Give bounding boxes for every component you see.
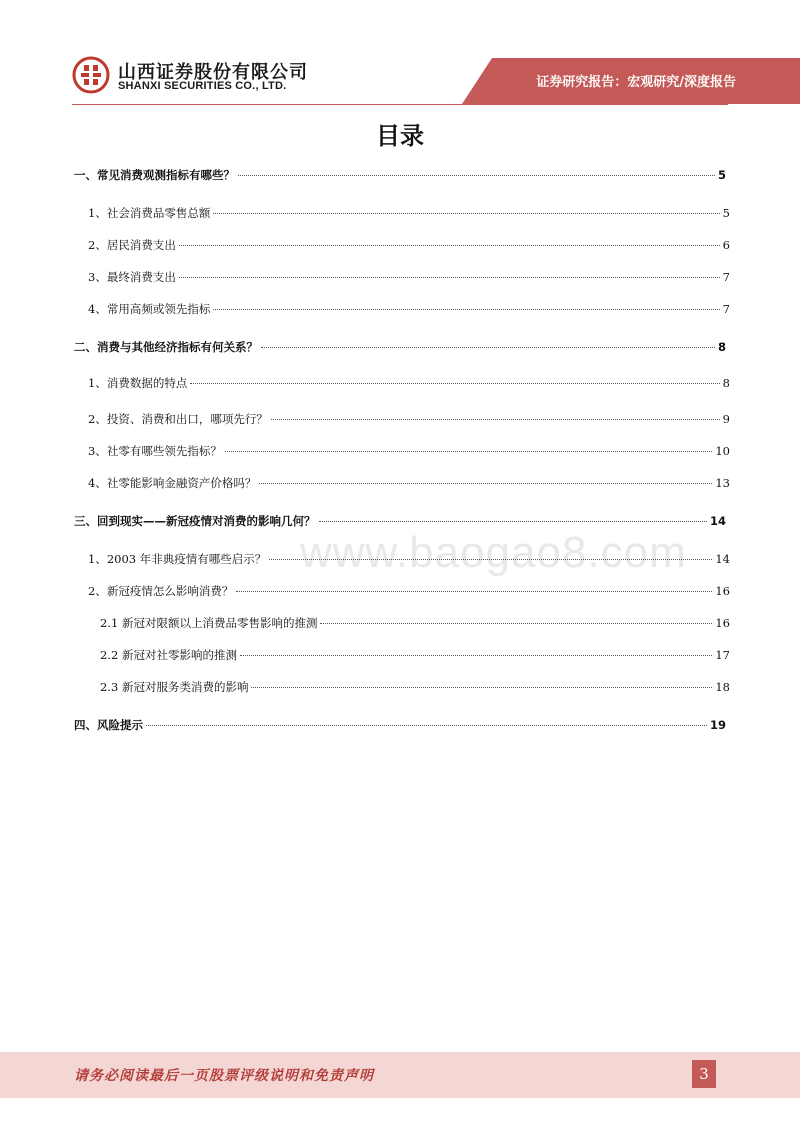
toc-entry[interactable] <box>88 410 730 428</box>
toc-entry-label: 2.3 新冠对服务类消费的影响 <box>100 680 249 694</box>
toc-leader-dots <box>261 347 715 348</box>
toc-leader-dots <box>236 591 712 592</box>
toc-leader-dots <box>225 451 713 452</box>
toc-entry-label: 2、投资、消费和出口，哪项先行？ <box>88 412 268 426</box>
toc-entry-label: 二、消费与其他经济指标有何关系？ <box>74 340 258 354</box>
toc-entry[interactable] <box>74 716 726 734</box>
page-title: 目录 <box>376 122 424 150</box>
toc-entry[interactable] <box>88 442 730 460</box>
toc-entry-page: 7 <box>722 302 730 316</box>
page-number: 3 <box>692 1060 716 1088</box>
toc-entry-page: 16 <box>715 616 730 630</box>
toc-leader-dots <box>319 521 707 522</box>
toc-entry-label: 1、社会消费品零售总额 <box>88 206 211 220</box>
toc-leader-dots <box>240 655 712 656</box>
toc-entry[interactable] <box>88 236 730 254</box>
toc-entry[interactable] <box>88 374 730 392</box>
toc-entry-label: 2、居民消费支出 <box>88 238 176 252</box>
toc-entry-page: 8 <box>717 340 726 354</box>
toc-entry-page: 14 <box>715 552 730 566</box>
toc-entry-page: 5 <box>722 206 730 220</box>
toc-entry[interactable] <box>88 300 730 318</box>
toc-entry-page: 19 <box>709 718 726 732</box>
watermark: www.baogao8.com <box>300 528 687 577</box>
toc-entry-label: 4、常用高频或领先指标 <box>88 302 211 316</box>
toc-leader-dots <box>251 687 712 688</box>
toc-entry[interactable] <box>88 474 730 492</box>
toc-leader-dots <box>179 277 720 278</box>
toc-entry[interactable] <box>100 614 730 632</box>
report-type: 证券研究报告：宏观研究/深度报告 <box>536 75 736 90</box>
toc-entry[interactable] <box>88 204 730 222</box>
toc-entry-label: 2.1 新冠对限额以上消费品零售影响的推测 <box>100 616 318 630</box>
toc-entry-label: 4、社零能影响金融资产价格吗？ <box>88 476 257 490</box>
company-name-cn: 山西证券股份有限公司 <box>118 62 308 83</box>
toc-entry[interactable] <box>100 678 730 696</box>
toc-entry-page: 6 <box>722 238 730 252</box>
toc-leader-dots <box>213 309 719 310</box>
toc-leader-dots <box>320 623 712 624</box>
footer-disclaimer: 请务必阅读最后一页股票评级说明和免责声明 <box>74 1068 374 1084</box>
toc-entry[interactable] <box>100 646 730 664</box>
toc-entry-page: 18 <box>715 680 730 694</box>
toc-entry-label: 一、常见消费观测指标有哪些？ <box>74 168 235 182</box>
toc-leader-dots <box>213 213 719 214</box>
toc-entry[interactable] <box>88 550 730 568</box>
company-name-en: SHANXI SECURITIES CO., LTD. <box>118 80 287 92</box>
toc-leader-dots <box>259 483 712 484</box>
toc-entry-page: 16 <box>715 584 730 598</box>
toc-leader-dots <box>190 383 719 384</box>
toc-entry-page: 7 <box>722 270 730 284</box>
toc-entry-page: 10 <box>715 444 730 458</box>
toc-leader-dots <box>146 725 707 726</box>
toc-entry[interactable] <box>88 268 730 286</box>
toc-entry-page: 5 <box>717 168 726 182</box>
toc-leader-dots <box>271 419 720 420</box>
toc-entry-page: 13 <box>715 476 730 490</box>
toc-entry-label: 3、社零有哪些领先指标？ <box>88 444 222 458</box>
toc-entry-page: 9 <box>722 412 730 426</box>
toc-leader-dots <box>179 245 720 246</box>
toc-entry-label: 1、2003 年非典疫情有哪些启示？ <box>88 552 267 566</box>
toc-entry-label: 2.2 新冠对社零影响的推测 <box>100 648 237 662</box>
toc-entry-page: 8 <box>722 376 730 390</box>
toc-entry-label: 三、回到现实——新冠疫情对消费的影响几何？ <box>74 514 316 528</box>
toc-entry[interactable] <box>74 338 726 356</box>
toc-entry[interactable] <box>88 582 730 600</box>
toc-entry-label: 2、新冠疫情怎么影响消费？ <box>88 584 234 598</box>
toc-entry[interactable] <box>74 166 726 184</box>
toc-leader-dots <box>238 175 715 176</box>
toc-entry-page: 14 <box>709 514 726 528</box>
toc-entry[interactable] <box>74 512 726 530</box>
toc-entry-page: 17 <box>715 648 730 662</box>
toc-entry-label: 3、最终消费支出 <box>88 270 176 284</box>
toc-leader-dots <box>269 559 712 560</box>
toc-entry-label: 1、消费数据的特点 <box>88 376 188 390</box>
toc-entry-label: 四、风险提示 <box>74 718 143 732</box>
